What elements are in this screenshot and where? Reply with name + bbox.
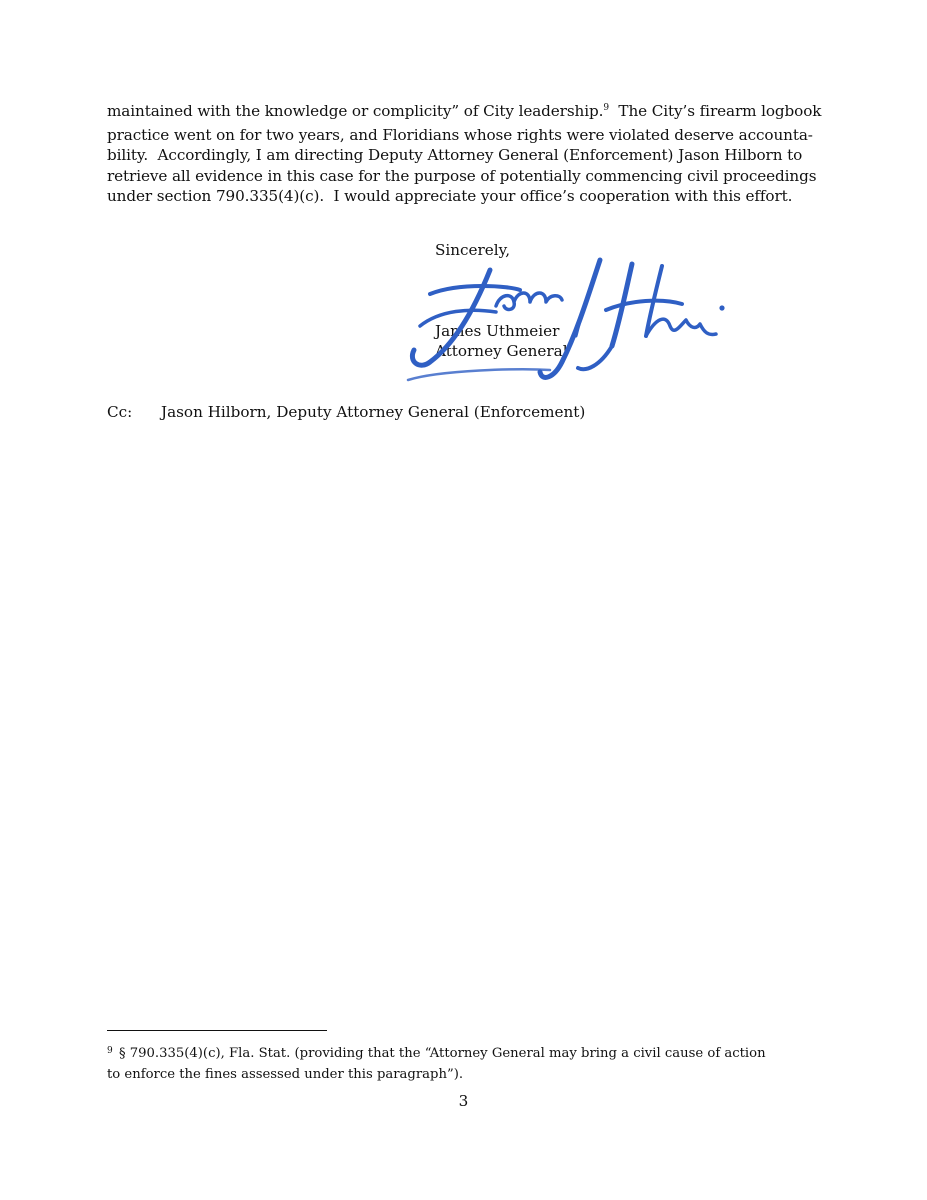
closing-salutation: Sincerely, [435,241,511,259]
footnote-reference: 9 [603,103,609,113]
body-line-5: under section 790.335(4)(c). I would appreciate your office’s cooperation with this effort. [107,187,793,206]
body-line-1 [107,101,847,125]
cc-label: Cc: [107,403,133,421]
footnote [107,1044,847,1084]
body-line-2: practice went on for two years, and Floridians whose rights were violated deserve accounta- [107,125,813,144]
cc-recipient: Jason Hilborn, Deputy Attorney General (Enforcement) [161,403,586,421]
body-line-1-tail: The City’s firearm logbook [608,102,822,120]
footnote-line-1-text: § 790.335(4)(c), Fla. Stat. (providing that the “Attorney General may bring a civil cause of action [118,1046,766,1061]
footnote-marker: 9 [107,1046,113,1056]
body-paragraph [107,101,847,207]
footnote-line-2: to enforce the fines assessed under this paragraph”). [107,1067,464,1082]
signer-title: Attorney General [435,342,568,360]
body-line-1-text: maintained with the knowledge or complicity” of City leadership. [107,102,604,120]
handwritten-signature [400,250,740,390]
body-line-3: bility. Accordingly, I am directing Deputy Attorney General (Enforcement) Jason Hilborn to [107,146,803,165]
body-line-4: retrieve all evidence in this case for the purpose of potentially commencing civil proceedings [107,166,817,185]
page-number: 3 [458,1092,469,1110]
footnote-line-1 [107,1044,847,1065]
footnote-divider [107,1030,327,1031]
cc-line [107,402,585,422]
signer-name: James Uthmeier [435,322,560,340]
